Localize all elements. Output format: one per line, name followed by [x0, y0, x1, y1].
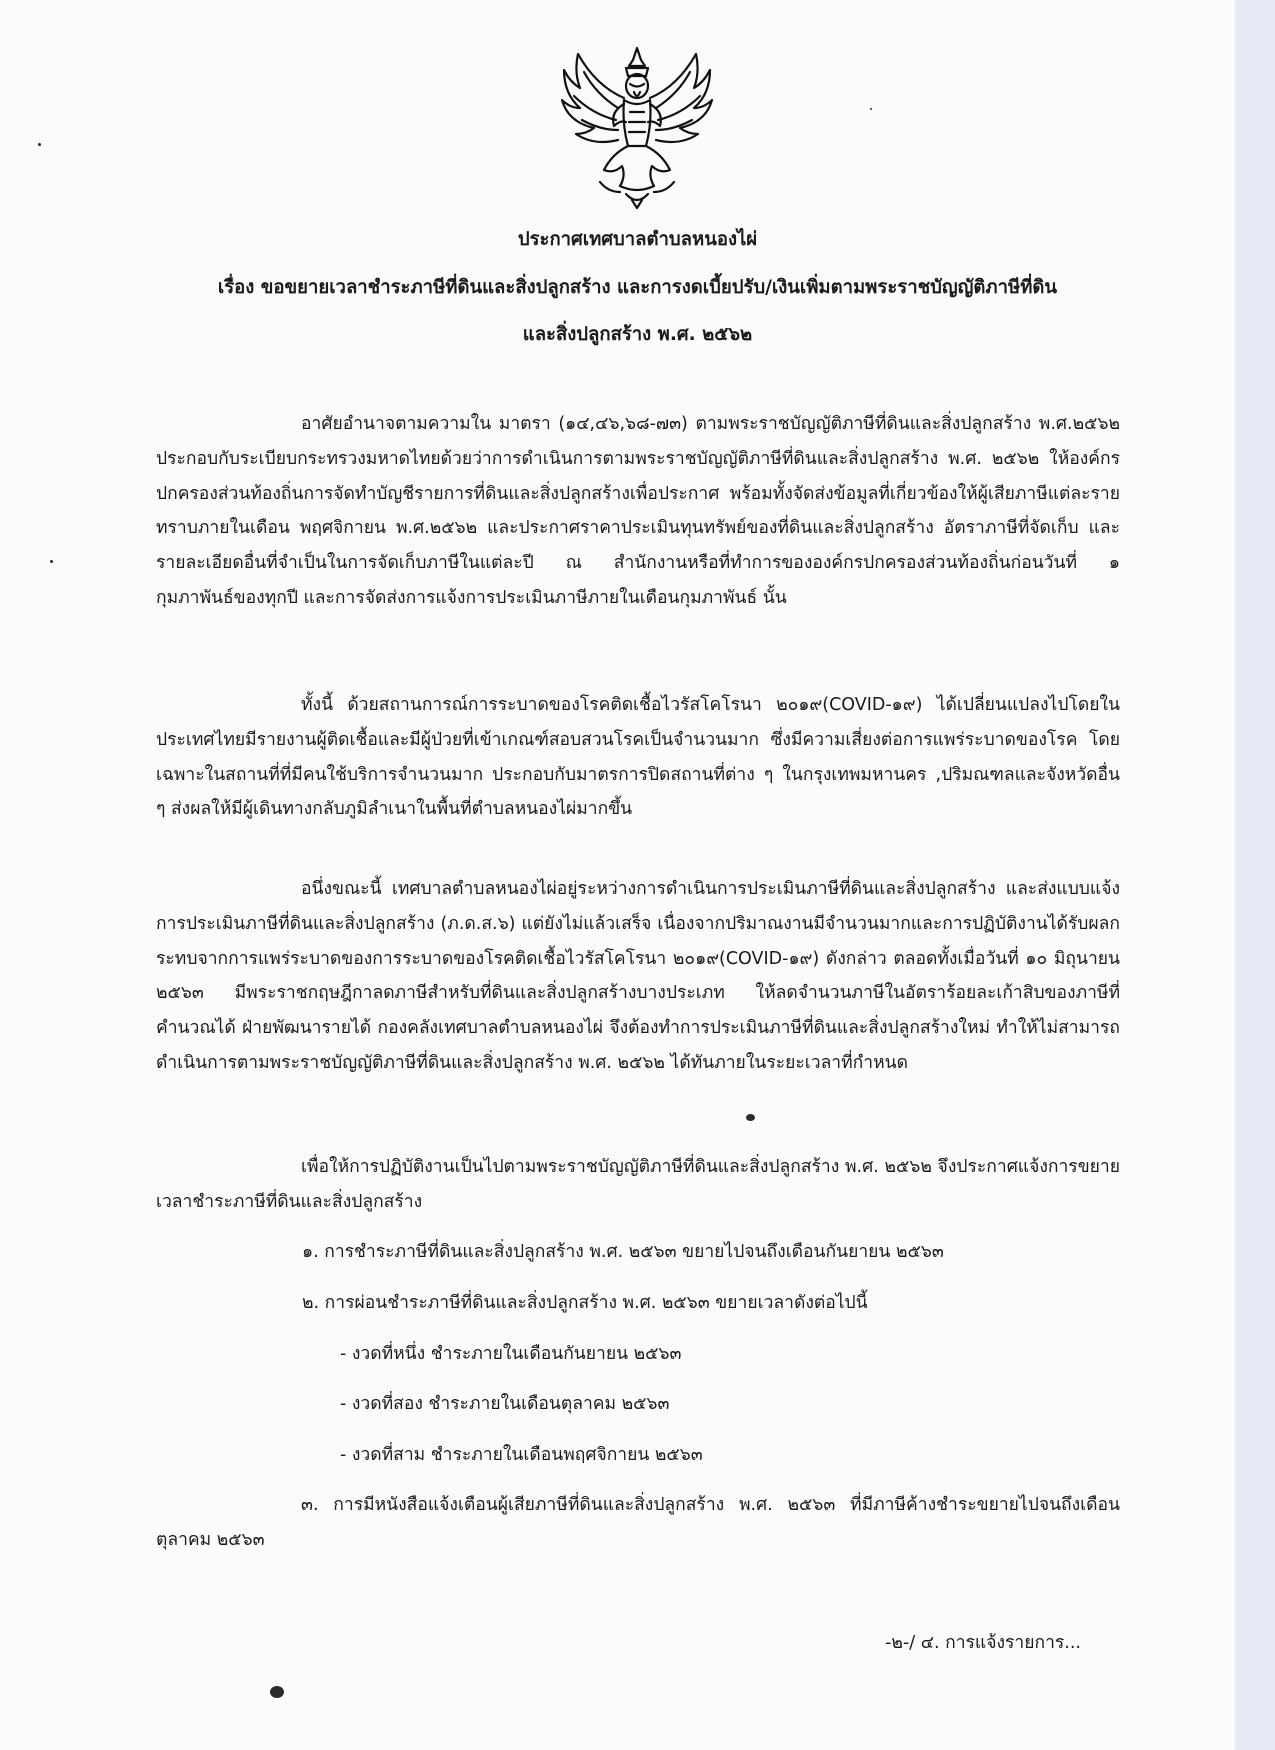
scan-speck [746, 1114, 755, 1121]
announcement-title: ประกาศเทศบาลตำบลหนองไผ่ [517, 229, 758, 250]
installment-item-first: - งวดที่หนึ่ง ชำระภายในเดือนกันยายน ๒๕๖๓ [340, 1344, 682, 1364]
page-continuation-reference: -๒-/ ๔. การแจ้งรายการ... [885, 1633, 1081, 1653]
list-item-reminder-notice: ๓. การมีหนังสือแจ้งเตือนผู้เสียภาษีที่ดินและสิ่งปลูกสร้าง พ.ศ. ๒๕๖๓ ที่มีภาษีค้างชำระขยายไปจนถึงเดือนตุลาคม ๒๕๖๓ [156, 1495, 1120, 1550]
paragraph-assessment-delay: อนึ่งขณะนี้ เทศบาลตำบลหนองไผ่อยู่ระหว่างการดำเนินการประเมินภาษีที่ดินและสิ่งปลูกสร้าง และส่งแบบแจ้งการประเมินภาษีที่ดินและสิ่งปลูกสร้าง (ภ.ด.ส.๖) แต่ยังไม่แล้วเสร็จ เนื่องจากปริมาณงานมีจำนวนมากและการปฏิบัติงานได้รับผลกระทบจากการแพร่ระบาดของการระบาดของโรคติดเชื้อไวรัสโคโรนา ๒๐๑๙(COVID-๑๙) ดังกล่าว ตลอดทั้งเมื่อวันที่ ๑๐ มิถุนายน ๒๕๖๓ มีพระราชกฤษฎีกาลดภาษีสำหรับที่ดินและสิ่งปลูกสร้างบางประเภท ให้ลดจำนวนภาษีในอัตราร้อยละเก้าสิบของภาษีที่คำนวณได้ ฝ่ายพัฒนารายได้ กองคลังเทศบาลตำบลหนองไผ่ จึงต้องทำการประเมินภาษีที่ดินและสิ่งปลูกสร้างใหม่ ทำให้ไม่สามารถดำเนินการตามพระราชบัญญัติภาษีที่ดินและสิ่งปลูกสร้าง พ.ศ. ๒๕๖๒ ได้ทันภายในระยะเวลาที่กำหนด [156, 879, 1120, 1073]
scanner-edge [1235, 0, 1275, 1750]
announcement-subject-line-1: เรื่อง ขอขยายเวลาชำระภาษีที่ดินและสิ่งปลูกสร้าง และการงดเบี้ยปรับ/เงินเพิ่มตามพระราชบัญญัติภาษีที่ดิน [217, 277, 1058, 298]
scan-speck [50, 560, 53, 563]
installment-item-third: - งวดที่สาม ชำระภายในเดือนพฤศจิกายน ๒๕๖๓ [340, 1445, 703, 1465]
scan-speck [870, 108, 872, 110]
paragraph-purpose: เพื่อให้การปฏิบัติงานเป็นไปตามพระราชบัญญัติภาษีที่ดินและสิ่งปลูกสร้าง พ.ศ. ๒๕๖๒ จึงประกาศแจ้งการขยายเวลาชำระภาษีที่ดินและสิ่งปลูกสร้าง [156, 1157, 1120, 1212]
paragraph-authority: อาศัยอำนาจตามความใน มาตรา (๑๔,๔๖,๖๘-๗๓) ตามพระราชบัญญัติภาษีที่ดินและสิ่งปลูกสร้าง พ.ศ.๒๕๖๒ ประกอบกับระเบียบกระทรวงมหาดไทยด้วยว่าการดำเนินการตามพระราชบัญญัติภาษีที่ดินและสิ่งปลูกสร้าง พ.ศ. ๒๕๖๒ ให้องค์กรปกครองส่วนท้องถิ่นการจัดทำบัญชีรายการที่ดินและสิ่งปลูกสร้างเพื่อประกาศ พร้อมทั้งจัดส่งข้อมูลที่เกี่ยวข้องให้ผู้เสียภาษีแต่ละรายทราบภายในเดือน พฤศจิกายน พ.ศ.๒๕๖๒ และประกาศราคาประเมินทุนทรัพย์ของที่ดินและสิ่งปลูกสร้าง อัตราภาษีที่จัดเก็บ และรายละเอียดอื่นที่จำเป็นในการจัดเก็บภาษีในแต่ละปี ณ สำนักงานหรือที่ทำการขององค์กรปกครองส่วนท้องถิ่นก่อนวันที่ ๑ กุมภาพันธ์ของทุกปี และการจัดส่งการแจ้งการประเมินภาษีภายในเดือนกุมภาพันธ์ นั้น [156, 414, 1120, 608]
installment-item-second: - งวดที่สอง ชำระภายในเดือนตุลาคม ๒๕๖๓ [340, 1394, 670, 1414]
garuda-emblem-icon [556, 42, 718, 210]
list-item-installment-extension: ๒. การผ่อนชำระภาษีที่ดินและสิ่งปลูกสร้าง พ.ศ. ๒๕๖๓ ขยายเวลาดังต่อไปนี้ [302, 1293, 868, 1313]
announcement-subject-line-2: และสิ่งปลูกสร้าง พ.ศ. ๒๕๖๒ [522, 324, 753, 345]
list-item-payment-extension: ๑. การชำระภาษีที่ดินและสิ่งปลูกสร้าง พ.ศ. ๒๕๖๓ ขยายไปจนถึงเดือนกันยายน ๒๕๖๓ [302, 1242, 944, 1262]
scan-speck [38, 143, 41, 146]
scan-speck [270, 1686, 284, 1698]
paragraph-covid-situation: ทั้งนี้ ด้วยสถานการณ์การระบาดของโรคติดเชื้อไวรัสโคโรนา ๒๐๑๙(COVID-๑๙) ได้เปลี่ยนแปลงไปโดยในประเทศไทยมีรายงานผู้ติดเชื้อและมีผู้ป่วยที่เข้าเกณฑ์สอบสวนโรคเป็นจำนวนมาก ซึ่งมีความเสี่ยงต่อการแพร่ระบาดของโรค โดยเฉพาะในสถานที่ที่มีคนใช้บริการจำนวนมาก ประกอบกับมาตรการปิดสถานที่ต่าง ๆ ในกรุงเทพมหานคร ,ปริมณฑลและจังหวัดอื่น ๆ ส่งผลให้มีผู้เดินทางกลับภูมิลำเนาในพื้นที่ตำบลหนองไผ่มากขึ้น [156, 695, 1120, 820]
